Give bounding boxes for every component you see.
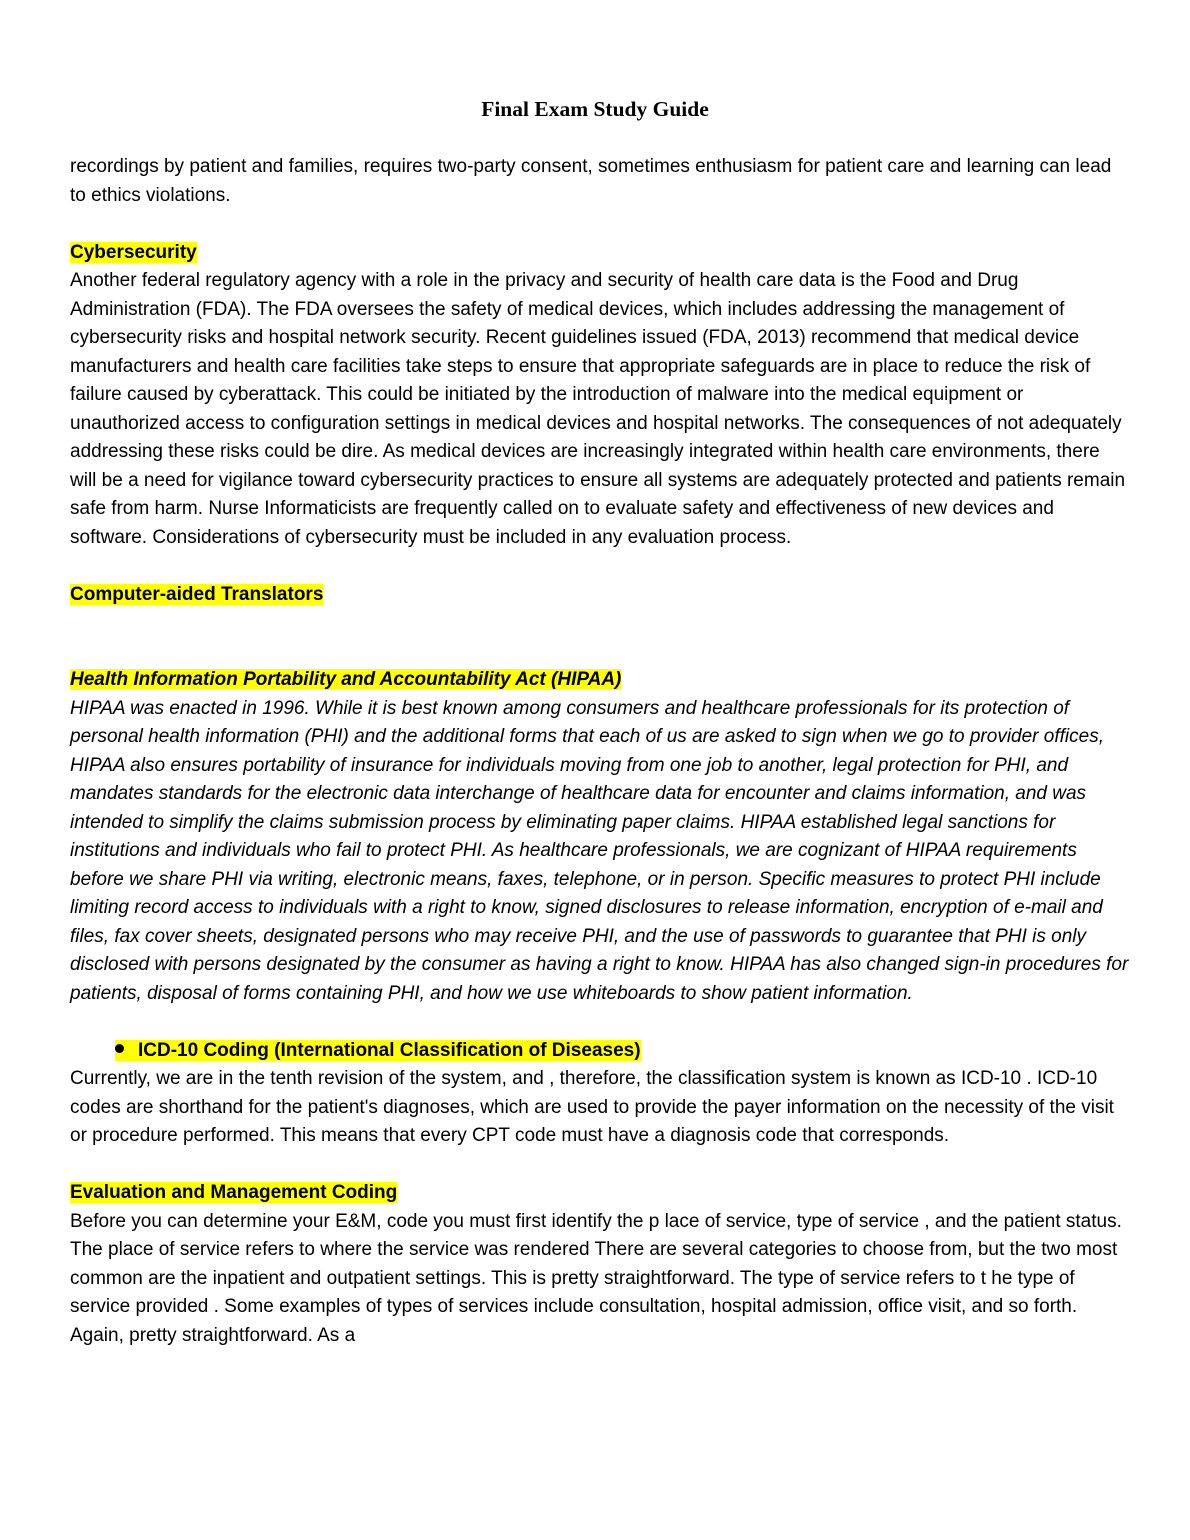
em-coding-section — [70, 1179, 1130, 1208]
spacer — [70, 609, 1130, 666]
em-coding-heading: Evaluation and Management Coding — [70, 1182, 398, 1203]
intro-paragraph: recordings by patient and families, requires two-party consent, sometimes enthusiasm for patient care and learning can lead to ethics violations. — [70, 156, 1112, 206]
bullet-icon — [115, 1044, 124, 1053]
document-body — [70, 153, 1130, 1350]
hipaa-heading: Health Information Portability and Accountability Act (HIPAA) — [70, 669, 622, 690]
cybersecurity-body: Another federal regulatory agency with a role in the privacy and security of health care data is the Food and Drug Administration (FDA). The FDA oversees the safety of medical devices, which includes addressing the management of cybersecurity risks and hospital network security. Recent guidelines issued (FDA, 2013) recommend that medical device manufacturers and health care facilities take steps to ensure that appropriate safeguards are in place to reduce the risk of failure caused by cyberattack. This could be initiated by the introduction of malware into the medical equipment or unauthorized access to configuration settings in medical devices and hospital networks. The consequences of not adequately addressing these risks could be dire. As medical devices are increasingly integrated within health care environments, there will be a need for vigilance toward cybersecurity practices to ensure all systems are adequately protected and patients remain safe from harm. Nurse Informaticists are frequently called on to evaluate safety and effectiveness of new devices and software. Considerations of cybersecurity must be included in any evaluation process. — [70, 270, 1126, 548]
hipaa-section — [70, 666, 1130, 695]
spacer — [70, 1008, 1130, 1037]
page-title: Final Exam Study Guide — [481, 97, 709, 121]
hipaa-body: HIPAA was enacted in 1996. While it is best known among consumers and healthcare professionals for its protection of personal health information (PHI) and the additional forms that each of us are asked to sign when we go to provider offices, HIPAA also ensures portability of insurance for individuals moving from one job to another, legal protection for PHI, and mandates standards for the electronic data interchange of healthcare data for encounter and claims information, and was intended to simplify the claims submission process by eliminating paper claims. HIPAA established legal sanctions for institutions and individuals who fail to protect PHI. As healthcare professionals, we are cognizant of HIPAA requirements before we share PHI via writing, electronic means, faxes, telephone, or in person. Specific measures to protect PHI include limiting record access to individuals with a right to know, signed disclosures to release information, encryption of e-mail and files, fax cover sheets, designated persons who may receive PHI, and the use of passwords to guarantee that PHI is only disclosed with persons designated by the consumer as having a right to know. HIPAA has also changed sign-in procedures for patients, disposal of forms containing PHI, and how we use whiteboards to show patient information. — [70, 697, 1129, 1004]
icd10-heading-highlight — [115, 1040, 641, 1061]
spacer — [70, 1151, 1130, 1180]
icd10-body: Currently, we are in the tenth revision of the system, and , therefore, the classification system is known as ICD-10 . ICD-10 codes are shorthand for the patient's diagnoses, which are used to provide the payer information on the necessity of the visit or procedure performed. This means that every CPT code must have a diagnosis code that corresponds. — [70, 1068, 1114, 1146]
spacer — [70, 210, 1130, 239]
cybersecurity-heading: Cybersecurity — [70, 241, 197, 263]
icd10-heading: ICD-10 Coding (International Classification of Diseases) — [138, 1039, 641, 1061]
spacer — [70, 552, 1130, 581]
translators-heading: Computer-aided Translators — [70, 583, 324, 605]
em-coding-body: Before you can determine your E&M, code you must first identify the p lace of service, type of service , and the patient status. The place of service refers to where the service was rendered There are several categories to choose from, but the two most common are the inpatient and outpatient settings. This is pretty straightforward. The type of service refers to t he type of service provided . Some examples of types of services include consultation, hospital admission, office visit, and so forth. Again, pretty straightforward. As a — [70, 1210, 1122, 1346]
cybersecurity-section — [70, 239, 1130, 268]
translators-section — [70, 581, 1130, 610]
icd10-bullet — [70, 1037, 1130, 1066]
